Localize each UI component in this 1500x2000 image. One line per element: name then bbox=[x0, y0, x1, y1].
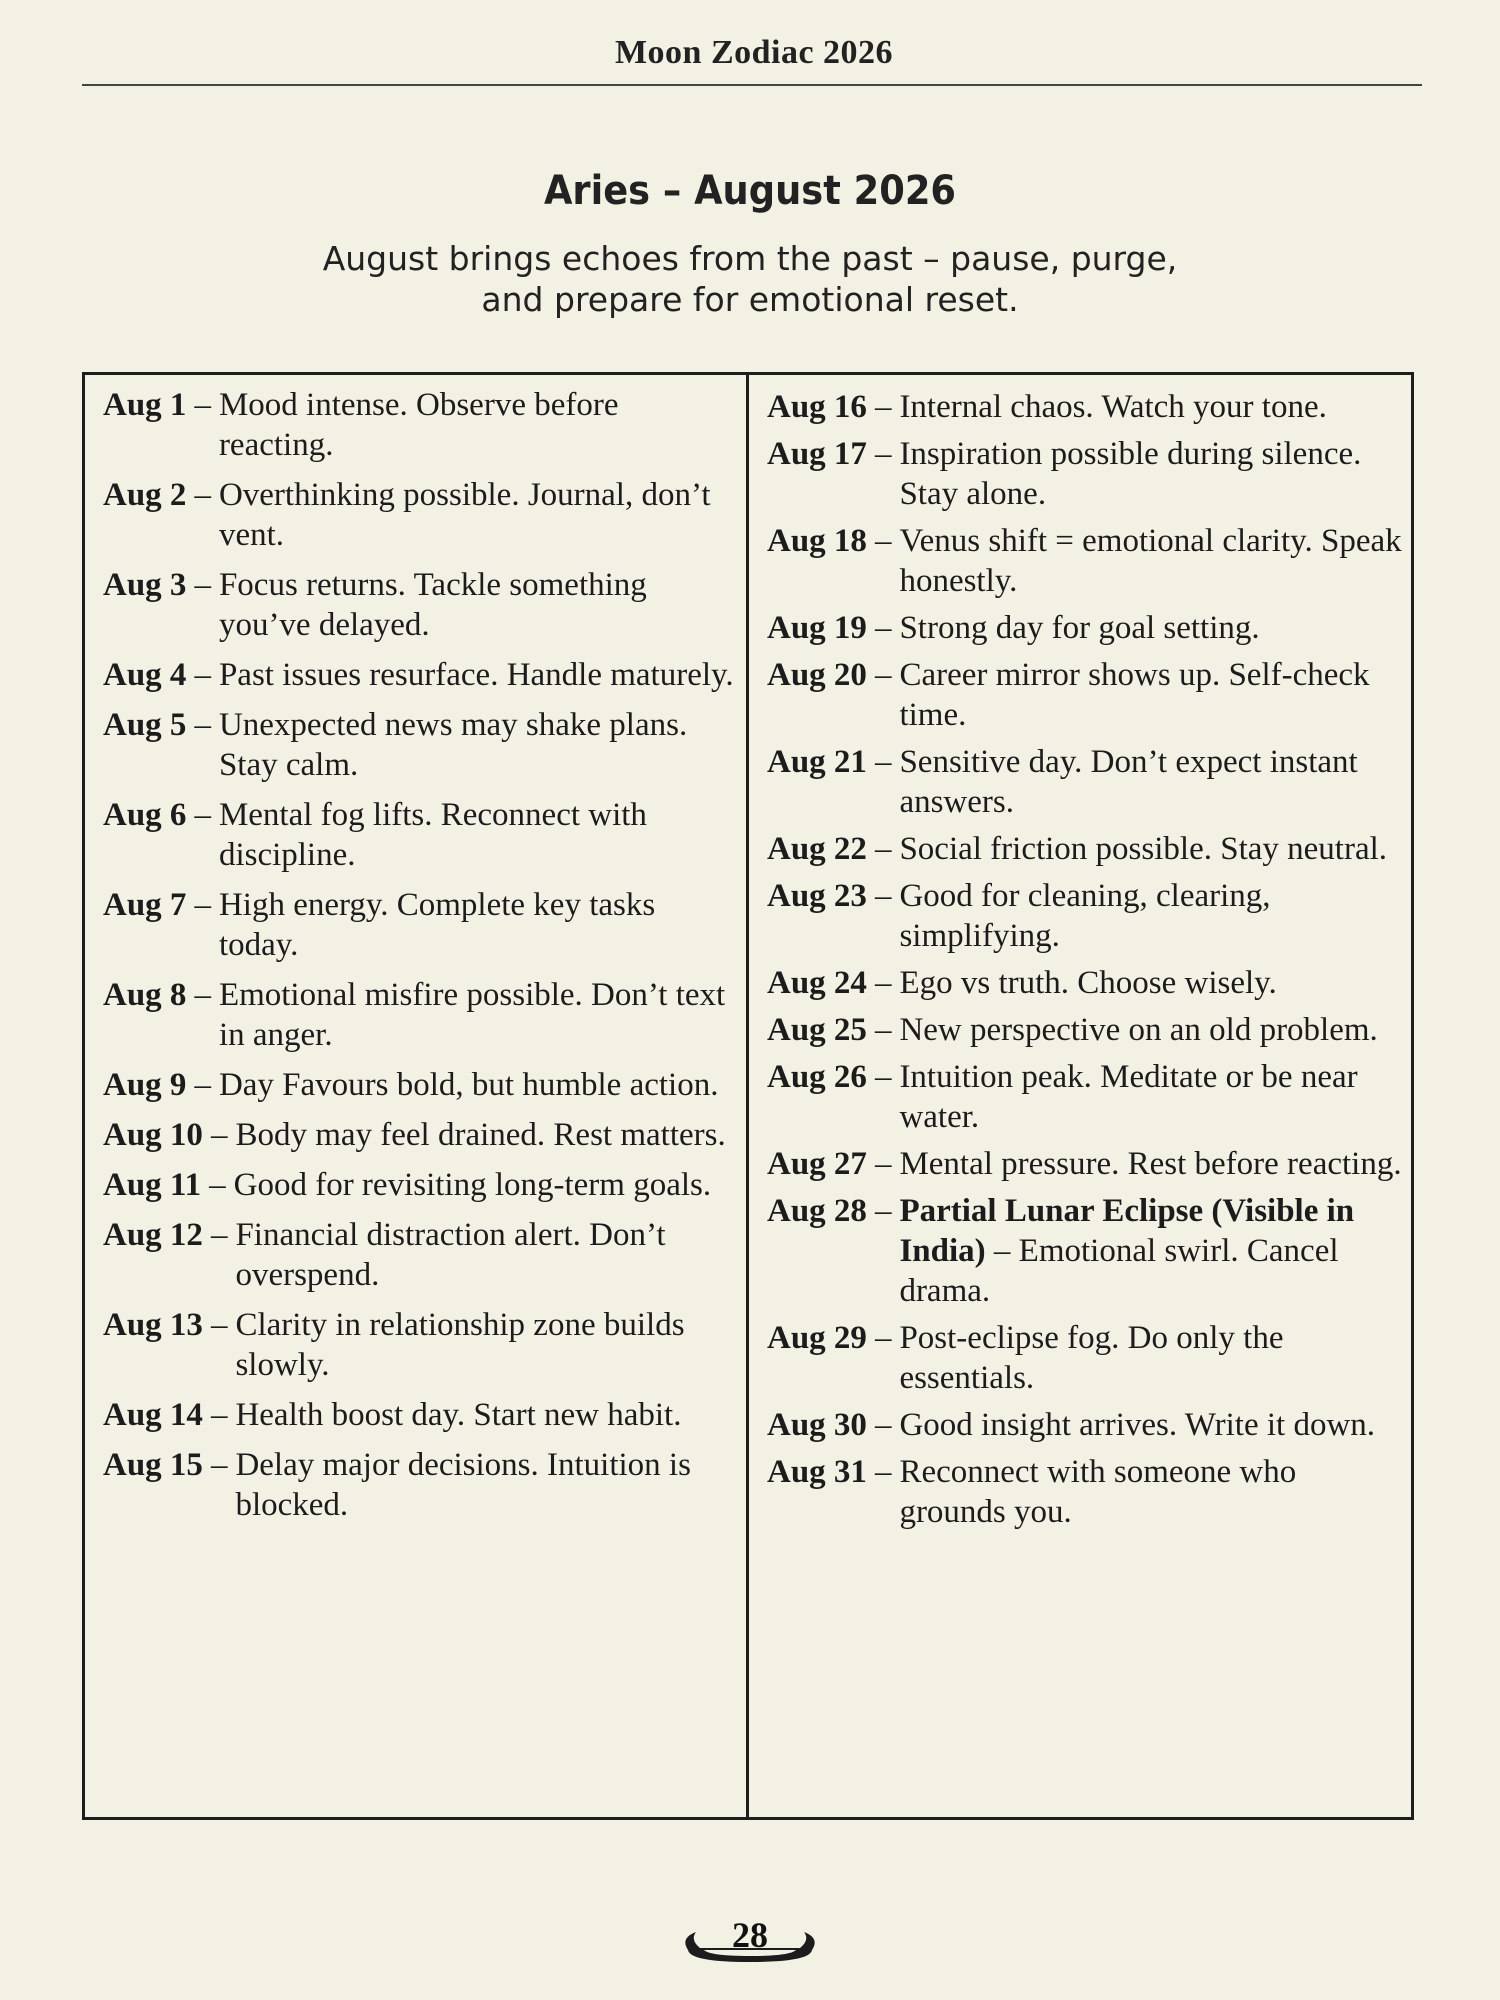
entry-date: Aug 14 bbox=[103, 1397, 203, 1433]
entry-dash: – bbox=[194, 887, 211, 923]
entry-date: Aug 20 bbox=[767, 657, 867, 693]
entry-date: Aug 17 bbox=[767, 436, 867, 472]
entry-text: Mental fog lifts. Reconnect with discipline. bbox=[218, 797, 647, 873]
entry-text: High energy. Complete key tasks today. bbox=[218, 887, 656, 963]
entry-dash: – bbox=[874, 1059, 892, 1095]
entry-text: Venus shift = emotional clarity. Speak honestly. bbox=[899, 523, 1402, 599]
entry-text: Post-eclipse fog. Do only the essentials. bbox=[899, 1320, 1284, 1396]
day-entry bbox=[103, 475, 740, 555]
entry-dash: – bbox=[874, 389, 892, 425]
day-entry bbox=[767, 1405, 1405, 1445]
entry-dash: – bbox=[874, 878, 892, 914]
entry-date: Aug 5 bbox=[103, 707, 187, 743]
left-column bbox=[85, 375, 749, 1817]
entry-date: Aug 9 bbox=[103, 1067, 187, 1103]
day-entry bbox=[103, 655, 740, 695]
day-entry bbox=[103, 1165, 740, 1205]
day-entry bbox=[767, 387, 1405, 427]
entry-text: Good for revisiting long-term goals. bbox=[233, 1167, 712, 1203]
entry-text: Sensitive day. Don’t expect instant answers. bbox=[899, 744, 1358, 820]
entry-text: Day Favours bold, but humble action. bbox=[218, 1067, 719, 1103]
entry-dash: – bbox=[210, 1447, 228, 1483]
day-entry bbox=[767, 521, 1405, 601]
entry-dash: – bbox=[194, 797, 211, 833]
day-entry bbox=[767, 1057, 1405, 1137]
day-entry bbox=[103, 565, 740, 645]
entry-date: Aug 11 bbox=[103, 1167, 202, 1203]
entry-date: Aug 8 bbox=[103, 977, 187, 1013]
right-column bbox=[749, 375, 1411, 1817]
entry-dash: – bbox=[209, 1167, 226, 1203]
entry-date: Aug 18 bbox=[767, 523, 867, 559]
entry-dash: – bbox=[210, 1307, 228, 1343]
day-entry bbox=[767, 876, 1405, 956]
entry-dash: – bbox=[194, 477, 211, 513]
entry-date: Aug 12 bbox=[103, 1217, 203, 1253]
entry-dash: – bbox=[194, 567, 211, 603]
entry-dash: – bbox=[194, 1067, 211, 1103]
entry-dash: – bbox=[874, 523, 892, 559]
day-entry bbox=[767, 434, 1405, 514]
running-header: Moon Zodiac 2026 bbox=[614, 34, 894, 71]
entry-text: Unexpected news may shake plans. Stay calm. bbox=[218, 707, 688, 783]
entry-date: Aug 6 bbox=[103, 797, 187, 833]
entry-date: Aug 22 bbox=[767, 831, 867, 867]
entry-dash: – bbox=[210, 1217, 228, 1253]
day-entry bbox=[103, 385, 740, 465]
entry-date: Aug 1 bbox=[103, 387, 187, 423]
entry-date: Aug 25 bbox=[767, 1012, 867, 1048]
day-entry bbox=[767, 963, 1405, 1003]
entry-text: Inspiration possible during silence. Stay alone. bbox=[899, 436, 1362, 512]
entry-text-group bbox=[899, 1191, 1405, 1311]
entry-dash: – bbox=[194, 977, 211, 1013]
page-number-badge bbox=[660, 1910, 840, 1970]
entry-date: Aug 10 bbox=[103, 1117, 203, 1153]
entry-dash: – bbox=[874, 1193, 892, 1229]
entry-dash: – bbox=[874, 965, 892, 1001]
entry-dash: – bbox=[874, 1146, 892, 1182]
subtitle-line-1: August brings echoes from the past – pause, purge, bbox=[322, 239, 1178, 278]
calendar-table bbox=[82, 372, 1414, 1820]
page-title: Aries – August 2026 bbox=[543, 168, 957, 214]
entry-dash: – bbox=[874, 657, 892, 693]
entry-dash: – bbox=[874, 1012, 892, 1048]
entry-text: Career mirror shows up. Self-check time. bbox=[899, 657, 1370, 733]
day-entry bbox=[103, 705, 740, 785]
entry-dash: – bbox=[874, 1320, 892, 1356]
entry-date: Aug 7 bbox=[103, 887, 187, 923]
entry-dash: – bbox=[210, 1397, 228, 1433]
entry-text: Intuition peak. Meditate or be near water. bbox=[899, 1059, 1358, 1135]
day-entry bbox=[767, 1318, 1405, 1398]
entry-date: Aug 16 bbox=[767, 389, 867, 425]
entry-date: Aug 31 bbox=[767, 1454, 867, 1490]
day-entry bbox=[103, 1395, 740, 1435]
subtitle-line-2: and prepare for emotional reset. bbox=[481, 280, 1019, 319]
entry-date: Aug 13 bbox=[103, 1307, 203, 1343]
day-entry bbox=[767, 608, 1405, 648]
day-entry bbox=[767, 1010, 1405, 1050]
eclipse-highlight: Partial Lunar Eclipse (Visible in India) bbox=[899, 1193, 1355, 1269]
entry-text: Strong day for goal setting. bbox=[899, 610, 1260, 646]
day-entry bbox=[103, 885, 740, 965]
entry-date: Aug 3 bbox=[103, 567, 187, 603]
day-entry bbox=[103, 1305, 740, 1385]
entry-date: Aug 24 bbox=[767, 965, 867, 1001]
entry-text: Delay major decisions. Intuition is blocked. bbox=[235, 1447, 691, 1523]
entry-text: Clarity in relationship zone builds slowly. bbox=[235, 1307, 685, 1383]
entry-date: Aug 21 bbox=[767, 744, 867, 780]
entry-date: Aug 19 bbox=[767, 610, 867, 646]
entry-date: Aug 29 bbox=[767, 1320, 867, 1356]
entry-dash: – bbox=[874, 610, 892, 646]
day-entry bbox=[767, 1144, 1405, 1184]
entry-date: Aug 23 bbox=[767, 878, 867, 914]
entry-dash: – bbox=[874, 1407, 892, 1443]
entry-text: Mood intense. Observe before reacting. bbox=[218, 387, 619, 463]
entry-dash: – bbox=[874, 1454, 892, 1490]
entry-text: New perspective on an old problem. bbox=[899, 1012, 1378, 1048]
day-entry-eclipse bbox=[767, 1191, 1405, 1311]
header-rule bbox=[82, 84, 1422, 86]
entry-text: Emotional misfire possible. Don’t text in anger. bbox=[218, 977, 726, 1053]
day-entry bbox=[767, 742, 1405, 822]
entry-dash: – bbox=[874, 831, 892, 867]
subtitle bbox=[200, 238, 1300, 320]
entry-text: Reconnect with someone who grounds you. bbox=[899, 1454, 1297, 1530]
day-entry bbox=[103, 1215, 740, 1295]
entry-text: Focus returns. Tackle something you’ve delayed. bbox=[218, 567, 647, 643]
day-entry bbox=[103, 1115, 740, 1155]
entry-dash: – bbox=[194, 387, 211, 423]
entry-date: Aug 28 bbox=[767, 1193, 867, 1229]
entry-date: Aug 30 bbox=[767, 1407, 867, 1443]
page-number: 28 bbox=[732, 1915, 768, 1955]
day-entry bbox=[767, 829, 1405, 869]
entry-dash: – bbox=[874, 744, 892, 780]
entry-text: Ego vs truth. Choose wisely. bbox=[899, 965, 1277, 1001]
entry-dash: – bbox=[210, 1117, 228, 1153]
entry-text: Overthinking possible. Journal, don’t vent. bbox=[218, 477, 711, 553]
entry-date: Aug 2 bbox=[103, 477, 187, 513]
entry-text: Good insight arrives. Write it down. bbox=[899, 1407, 1376, 1443]
day-entry bbox=[767, 655, 1405, 735]
entry-text: Mental pressure. Rest before reacting. bbox=[899, 1146, 1402, 1182]
day-entry bbox=[103, 1065, 740, 1105]
day-entry bbox=[103, 1445, 740, 1525]
entry-date: Aug 27 bbox=[767, 1146, 867, 1182]
entry-text: Body may feel drained. Rest matters. bbox=[235, 1117, 726, 1153]
entry-dash: – bbox=[874, 436, 892, 472]
entry-text: Financial distraction alert. Don’t overspend. bbox=[235, 1217, 666, 1293]
entry-text: Past issues resurface. Handle maturely. bbox=[218, 657, 734, 693]
day-entry bbox=[103, 975, 740, 1055]
entry-date: Aug 4 bbox=[103, 657, 187, 693]
day-entry bbox=[103, 795, 740, 875]
entry-date: Aug 26 bbox=[767, 1059, 867, 1095]
entry-dash: – bbox=[194, 657, 211, 693]
entry-text: Social friction possible. Stay neutral. bbox=[899, 831, 1388, 867]
entry-date: Aug 15 bbox=[103, 1447, 203, 1483]
entry-text: Good for cleaning, clearing, simplifying. bbox=[899, 878, 1271, 954]
entry-text: – Emotional swirl. Cancel drama. bbox=[899, 1233, 1339, 1309]
day-entry bbox=[767, 1452, 1405, 1532]
entry-dash: – bbox=[194, 707, 211, 743]
entry-text: Internal chaos. Watch your tone. bbox=[899, 389, 1327, 425]
entry-text: Health boost day. Start new habit. bbox=[235, 1397, 682, 1433]
